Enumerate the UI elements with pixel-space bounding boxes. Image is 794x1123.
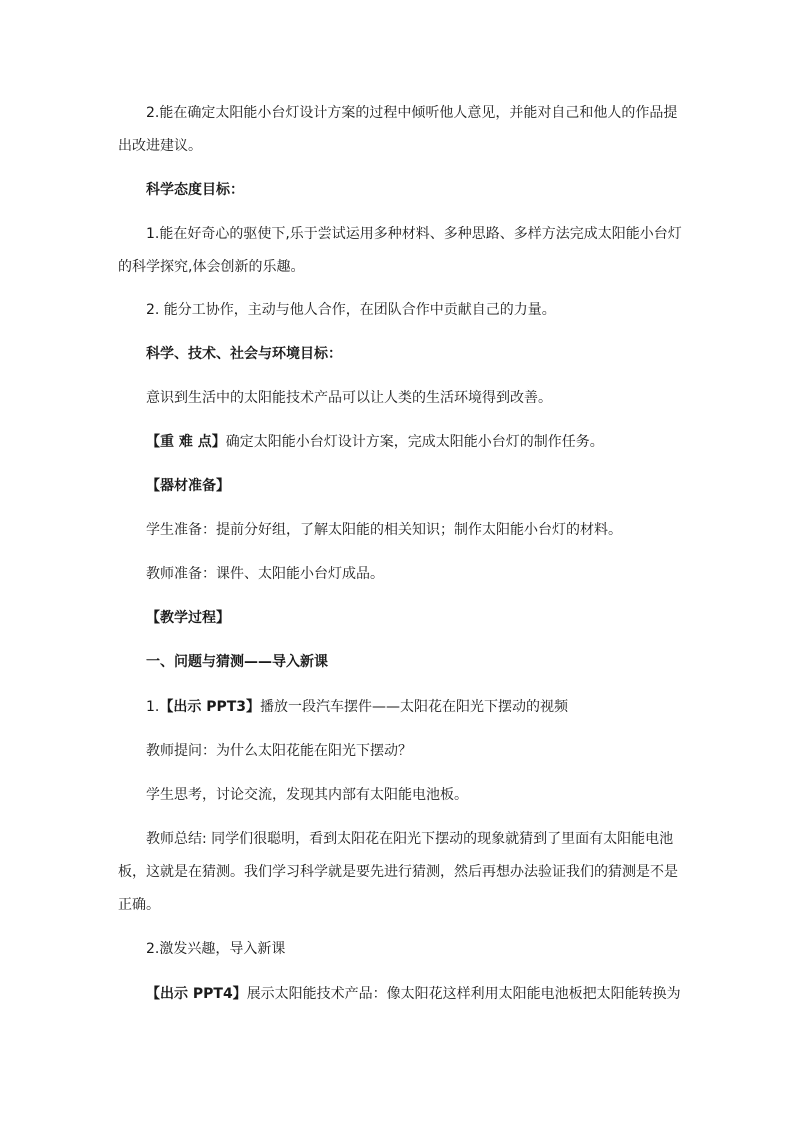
step-2-detail bbox=[146, 984, 681, 1004]
heading-section-1: 一、问题与猜测——导入新课 bbox=[146, 654, 328, 670]
objective-line-1-cont: 出改进建议。 bbox=[118, 138, 202, 154]
step-2: 2.激发兴趣，导入新课 bbox=[146, 941, 286, 957]
attitude-line-1: 1.能在好奇心的驱使下,乐于尝试运用多种材料、多种思路、多样方法完成太阳能小台灯 bbox=[146, 226, 682, 242]
heading-sts: 科学、技术、社会与环境目标： bbox=[146, 346, 342, 362]
step-1 bbox=[146, 697, 568, 717]
student-response: 学生思考，讨论交流，发现其内部有太阳能电池板。 bbox=[146, 787, 468, 803]
teacher-question: 教师提问：为什么太阳花能在阳光下摆动？ bbox=[146, 743, 412, 759]
heading-attitude: 科学态度目标： bbox=[146, 182, 244, 198]
heading-process: 【教学过程】 bbox=[146, 610, 230, 626]
teacher-summary-line-3: 正确。 bbox=[118, 897, 160, 913]
attitude-line-2: 2. 能分工协作，主动与他人合作，在团队合作中贡献自己的力量。 bbox=[146, 302, 556, 318]
key-points-text: 确定太阳能小台灯设计方案，完成太阳能小台灯的制作任务。 bbox=[225, 434, 604, 450]
teacher-summary-line-2: 板，这就是在猜测。我们学习科学就是要先进行猜测，然后再想办法验证我们的猜测是不是 bbox=[118, 864, 678, 880]
step-2-label: 【出示 PPT4】 bbox=[146, 986, 247, 1002]
key-points bbox=[146, 432, 604, 452]
attitude-line-1-cont: 的科学探究,体会创新的乐趣。 bbox=[118, 259, 305, 275]
teacher-prep: 教师准备：课件、太阳能小台灯成品。 bbox=[146, 566, 384, 582]
step-2-text: 展示太阳能技术产品：像太阳花这样利用太阳能电池板把太阳能转换为 bbox=[246, 986, 681, 1002]
teacher-summary-line-1: 教师总结: 同学们很聪明，看到太阳花在阳光下摆动的现象就猜到了里面有太阳能电池 bbox=[146, 831, 674, 847]
objective-line-1: 2.能在确定太阳能小台灯设计方案的过程中倾听他人意见，并能对自己和他人的作品提 bbox=[146, 105, 678, 121]
step-1-label: 【出示 PPT3】 bbox=[159, 699, 261, 715]
sts-text: 意识到生活中的太阳能技术产品可以让人类的生活环境得到改善。 bbox=[146, 390, 552, 406]
step-1-text: 播放一段汽车摆件——太阳花在阳光下摆动的视频 bbox=[260, 699, 569, 715]
heading-materials: 【器材准备】 bbox=[146, 478, 230, 494]
student-prep: 学生准备：提前分好组，了解太阳能的相关知识；制作太阳能小台灯的材料。 bbox=[146, 522, 622, 538]
step-1-number: 1. bbox=[146, 699, 160, 715]
key-points-label: 【重 难 点】 bbox=[146, 434, 226, 450]
